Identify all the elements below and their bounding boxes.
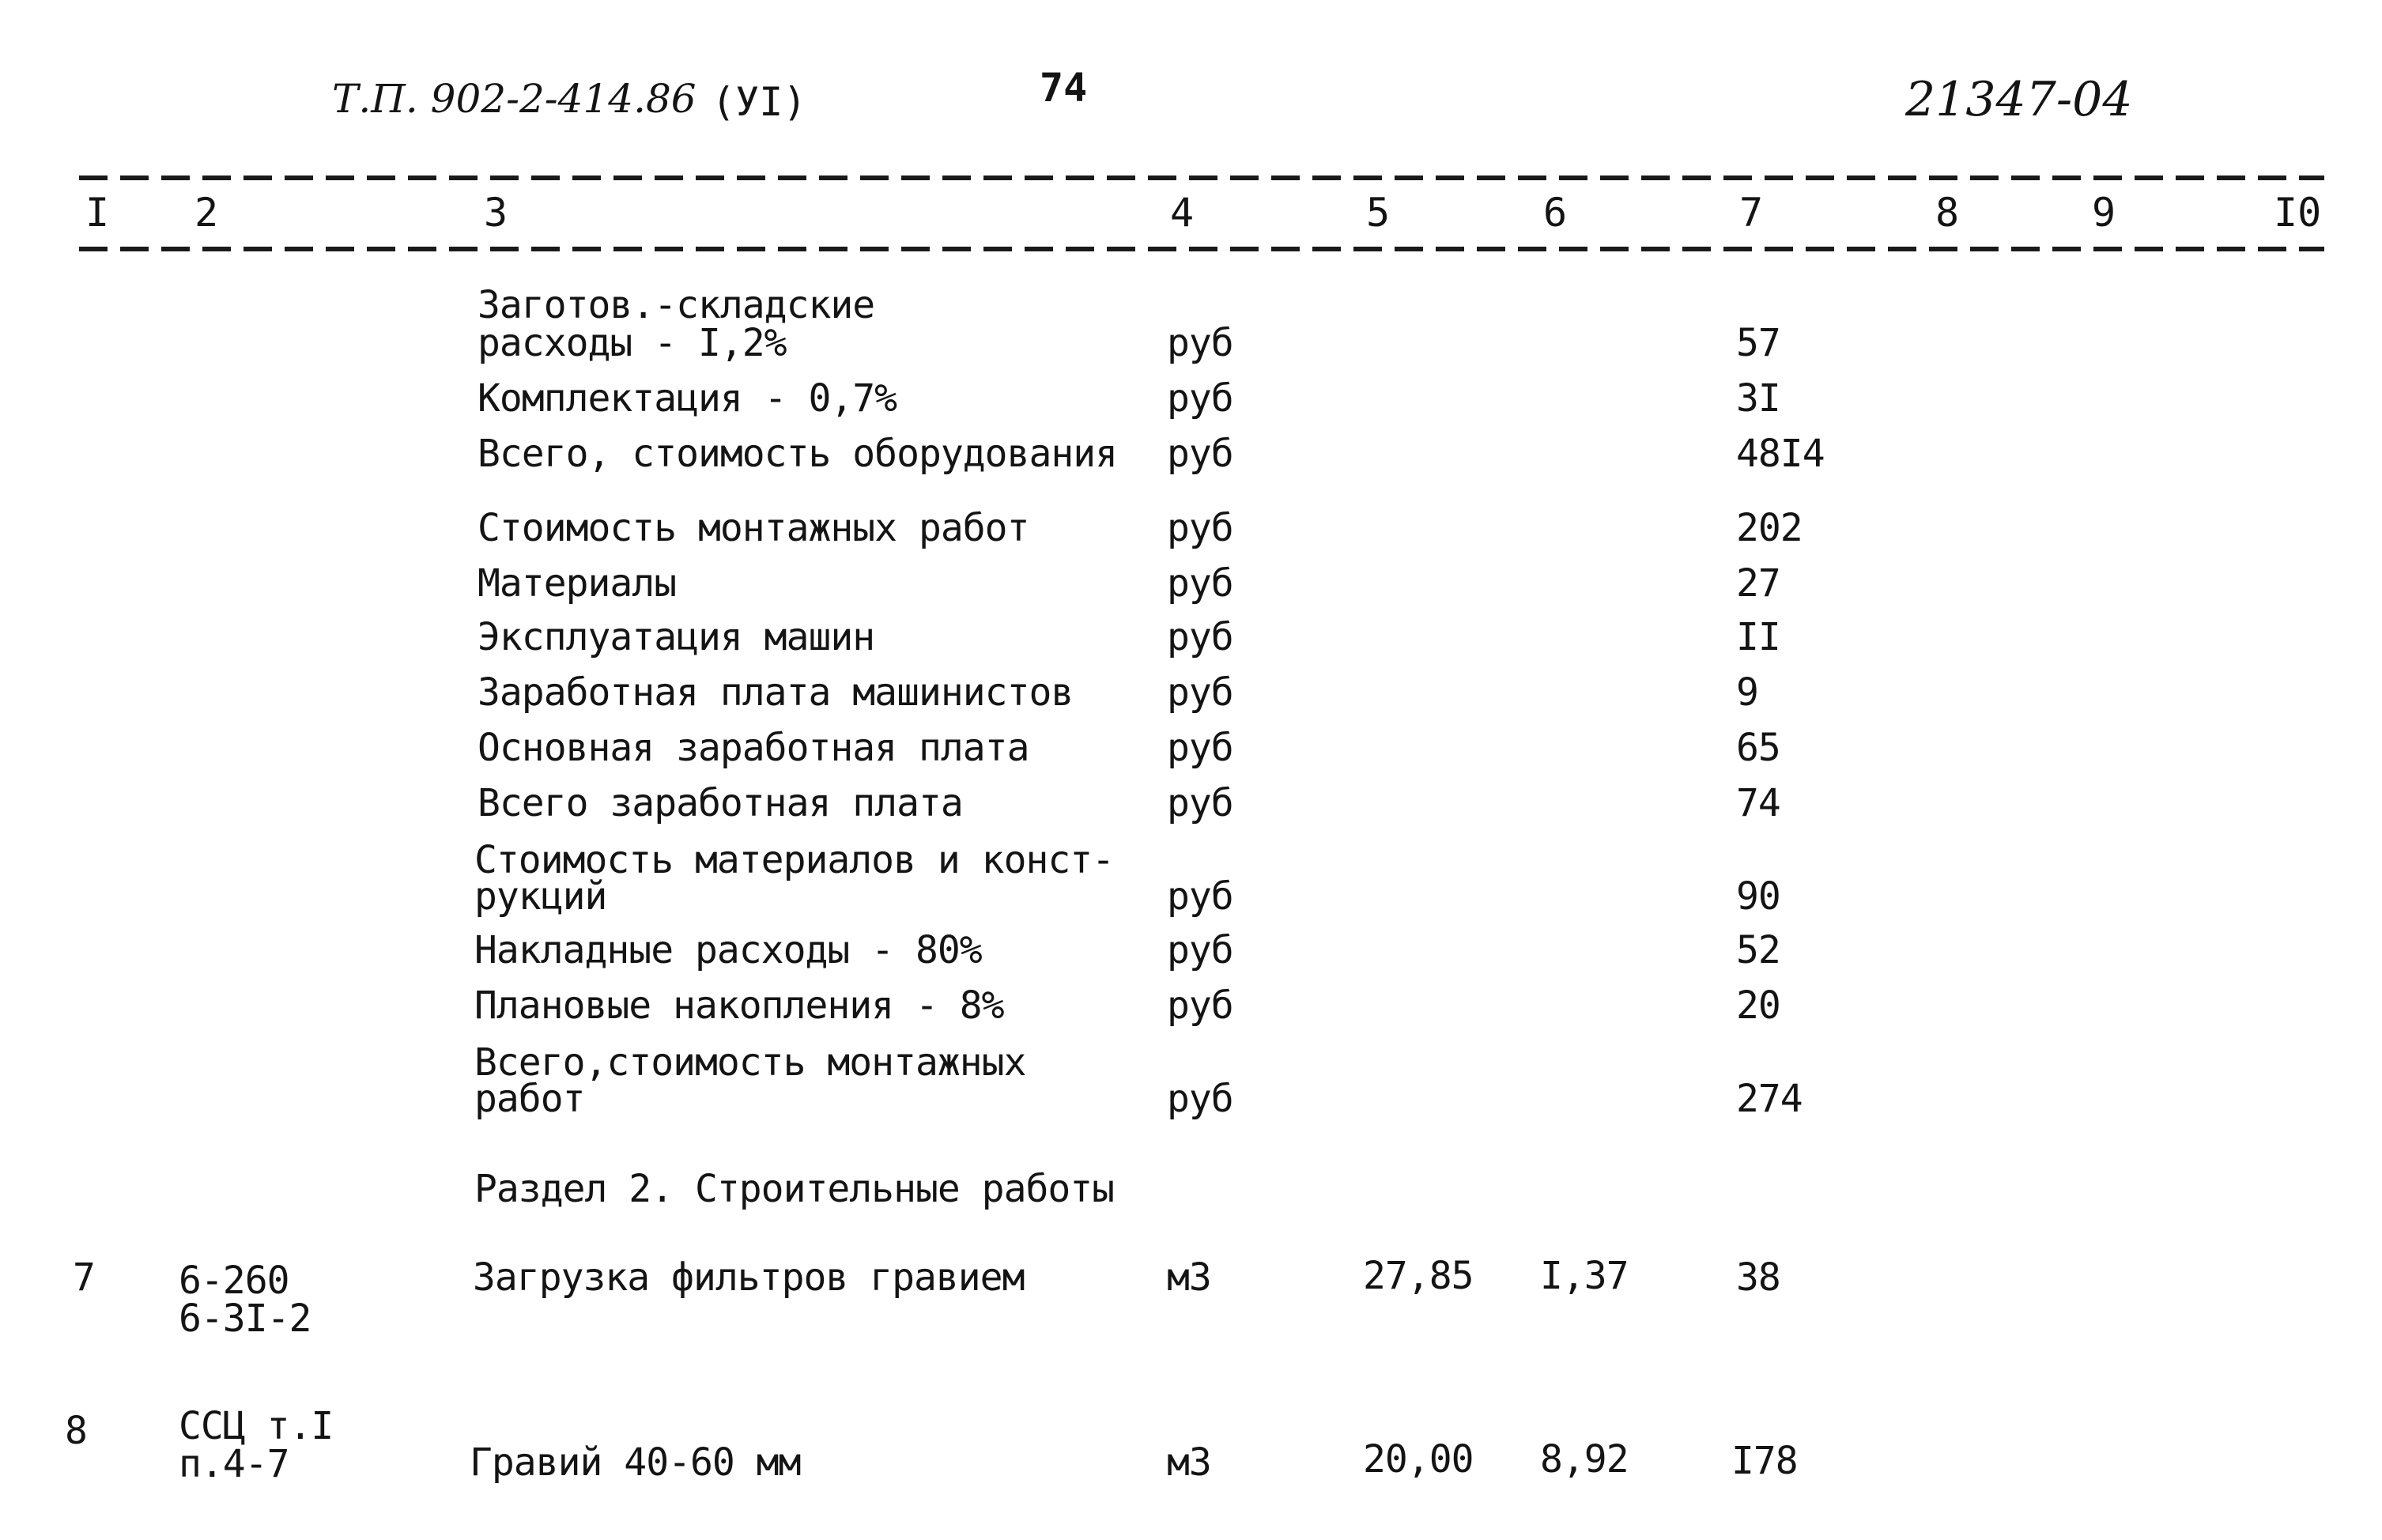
item-unit-price: I,37 (1540, 1254, 1629, 1298)
item-total: 202 (1736, 506, 1803, 550)
item-unit: м3 (1167, 1255, 1211, 1300)
item-total: 65 (1736, 726, 1780, 770)
item-name: Всего, стоимость оборудования (478, 432, 1118, 476)
item-unit-price: 8,92 (1540, 1437, 1629, 1481)
column-number: 5 (1366, 190, 1391, 236)
item-name: Комплектация - 0,7% (478, 376, 897, 421)
item-unit: руб (1167, 670, 1233, 715)
item-name: Накладные расходы - 80% (474, 928, 982, 972)
volume-label: (УI) (712, 79, 807, 125)
column-number: 8 (1935, 190, 1960, 236)
column-number: 2 (194, 190, 219, 236)
item-number: 8 (65, 1409, 87, 1453)
column-number: 3 (484, 190, 508, 236)
item-name: Основная заработная плата (478, 726, 1029, 770)
item-total: 38 (1736, 1255, 1780, 1300)
item-unit: руб (1167, 321, 1233, 365)
item-total: 9 (1736, 670, 1758, 715)
item-code: 6-260 (179, 1259, 289, 1303)
item-name: Стоимость материалов и конст- (474, 838, 1115, 882)
item-name: Заработная плата машинистов (478, 670, 1074, 715)
item-unit: руб (1167, 1077, 1233, 1121)
item-total: 52 (1736, 928, 1780, 972)
item-name: Эксплуатация машин (478, 615, 875, 659)
item-unit: м3 (1167, 1440, 1211, 1485)
section-heading: Раздел 2. Строительные работы (474, 1167, 1115, 1211)
item-code: 6-3I-2 (179, 1297, 311, 1341)
item-number: 7 (73, 1255, 95, 1300)
column-number: 9 (2092, 190, 2116, 236)
item-quantity: 20,00 (1363, 1437, 1474, 1481)
item-quantity: 27,85 (1363, 1254, 1474, 1298)
column-number: 7 (1739, 190, 1764, 236)
column-number: 6 (1543, 190, 1568, 236)
item-total: 27 (1736, 561, 1780, 606)
item-unit: руб (1167, 432, 1233, 476)
item-name: Загрузка фильтров гравием (473, 1255, 1025, 1300)
item-code: ССЦ т.I (179, 1404, 334, 1448)
item-code: п.4-7 (179, 1442, 289, 1486)
item-name: Плановые накопления - 8% (474, 983, 1004, 1028)
item-unit: руб (1167, 615, 1233, 659)
item-total: 90 (1736, 874, 1780, 919)
item-name: работ (474, 1077, 585, 1121)
column-number: 4 (1170, 190, 1195, 236)
item-name: Заготов.-складские (478, 283, 875, 327)
item-total: 74 (1736, 781, 1780, 825)
item-total: II (1736, 615, 1780, 659)
item-unit: руб (1167, 781, 1233, 825)
item-name: Всего,стоимость монтажных (474, 1040, 1026, 1085)
item-name: Гравий 40-60 мм (470, 1440, 801, 1485)
item-name: расходы - I,2% (478, 321, 787, 365)
item-total: 48I4 (1736, 432, 1825, 476)
header-top-rule (79, 176, 2324, 180)
page-number: 74 (1040, 65, 1088, 111)
document-code: Т.П. 902-2-414.86 (332, 76, 696, 122)
item-unit: руб (1167, 874, 1233, 919)
archive-number: 21347-04 (1905, 72, 2133, 127)
item-unit: руб (1167, 506, 1233, 550)
item-total: 274 (1736, 1077, 1803, 1121)
item-unit: руб (1167, 983, 1233, 1028)
header-bottom-rule (79, 247, 2324, 251)
item-total: 57 (1736, 321, 1780, 365)
item-total: 3I (1736, 376, 1780, 421)
item-name: Стоимость монтажных работ (478, 506, 1029, 550)
column-number: I (85, 190, 110, 236)
item-name: Всего заработная плата (478, 781, 963, 825)
item-name: Материалы (478, 561, 677, 606)
item-unit: руб (1167, 376, 1233, 421)
item-unit: руб (1167, 561, 1233, 606)
item-name: рукций (474, 874, 607, 919)
item-unit: руб (1167, 928, 1233, 972)
item-total: I78 (1731, 1439, 1798, 1483)
column-number: I0 (2274, 190, 2322, 236)
item-total: 20 (1736, 983, 1780, 1028)
item-unit: руб (1167, 726, 1233, 770)
